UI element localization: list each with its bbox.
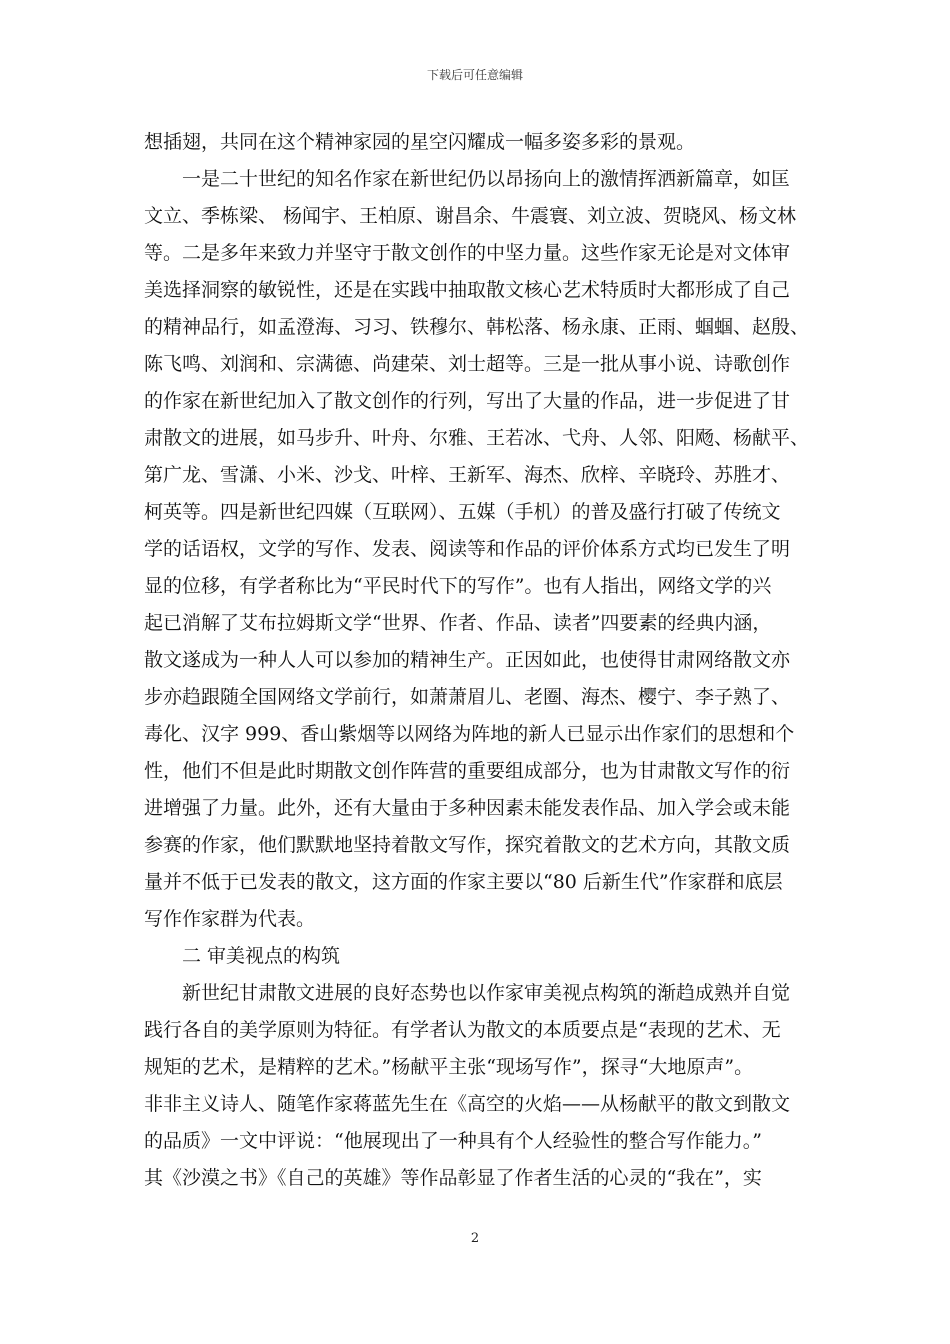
text-line: 起已消解了艾布拉姆斯文学“世界、作者、作品、读者”四要素的经典内涵， (144, 612, 772, 634)
text-line: 肃散文的进展，如马步升、叶舟、尔雅、王若冰、弋舟、人邻、阳飏、杨献平、 (144, 427, 810, 449)
document-body (144, 124, 810, 1197)
text-line: 步亦趋跟随全国网络文学前行，如萧萧眉儿、老圈、海杰、樱宁、李子熟了、 (144, 686, 791, 708)
text-line: 性，他们不但是此时期散文创作阵营的重要组成部分，也为甘肃散文写作的衍 (144, 760, 791, 782)
text-line: 文立、季栋梁、 杨闻宇、王柏原、谢昌余、牛震寰、刘立波、贺晓风、杨文林 (144, 205, 797, 227)
text-line: 等。二是多年来致力并坚守于散文创作的中坚力量。这些作家无论是对文体审 (144, 242, 791, 264)
text-line: 新世纪甘肃散文进展的良好态势也以作家审美视点构筑的渐趋成熟并自觉 (182, 982, 791, 1004)
text-line: 进增强了力量。此外，还有大量由于多种因素未能发表作品、加入学会或未能 (144, 797, 791, 819)
text-line: 写作作家群为代表。 (144, 908, 316, 930)
text-line: 散文遂成为一种人人可以参加的精神生产。正因如此，也使得甘肃网络散文亦 (144, 649, 791, 671)
text-line: 陈飞鸣、刘润和、宗满德、尚建荣、刘士超等。三是一批从事小说、诗歌创作 (144, 353, 791, 375)
text-line: 学的话语权，文学的写作、发表、阅读等和作品的评价体系方式均已发生了明 (144, 538, 791, 560)
text-line: 的作家在新世纪加入了散文创作的行列，写出了大量的作品，进一步促进了甘 (144, 390, 791, 412)
text-line: 非非主义诗人、随笔作家蒋蓝先生在《高空的火焰——从杨献平的散文到散文 (144, 1093, 791, 1115)
text-line: 美选择洞察的敏锐性，还是在实践中抽取散文核心艺术特质时大都形成了自己 (144, 279, 791, 301)
text-line: 二 审美视点的构筑 (182, 945, 341, 967)
text-line: 参赛的作家，他们默默地坚持着散文写作，探究着散文的艺术方向，其散文质 (144, 834, 791, 856)
page-header: 下载后可任意编辑 (426, 68, 523, 82)
text-line: 的精神品行，如孟澄海、习习、铁穆尔、韩松落、杨永康、正雨、蝈蝈、赵殷、 (144, 316, 810, 338)
text-line: 想插翅，共同在这个精神家园的星空闪耀成一幅多姿多彩的景观。 (144, 131, 696, 153)
text-line: 其《沙漠之书》《自己的英雄》等作品彰显了作者生活的心灵的“我在”，实 (144, 1167, 762, 1189)
text-line: 第广龙、雪潇、小米、沙戈、叶梓、王新军、海杰、欣梓、辛晓玲、苏胜才、 (144, 464, 791, 486)
text-line: 一是二十世纪的知名作家在新世纪仍以昂扬向上的激情挥洒新篇章，如匡 (182, 168, 791, 190)
text-line: 践行各自的美学原则为特征。有学者认为散文的本质要点是“表现的艺术、无 (144, 1019, 781, 1041)
text-line: 量并不低于已发表的散文，这方面的作家主要以“80 后新生代”作家群和底层 (144, 871, 783, 893)
text-line: 柯英等。四是新世纪四媒（互联网）、五媒（手机）的普及盛行打破了传统文 (144, 501, 781, 523)
text-line: 毒化、汉字 999、香山紫烟等以网络为阵地的新人已显示出作家们的思想和个 (144, 723, 795, 745)
text-line: 规矩的艺术，是精粹的艺术。”杨献平主张“现场写作”，探寻“大地原声”。 (144, 1056, 754, 1078)
page-number: 2 (470, 1231, 480, 1246)
text-line: 显的位移，有学者称比为“平民时代下的写作”。也有人指出，网络文学的兴 (144, 575, 772, 597)
text-line: 的品质》一文中评说：“他展现出了一种具有个人经验性的整合写作能力。” (144, 1130, 762, 1152)
